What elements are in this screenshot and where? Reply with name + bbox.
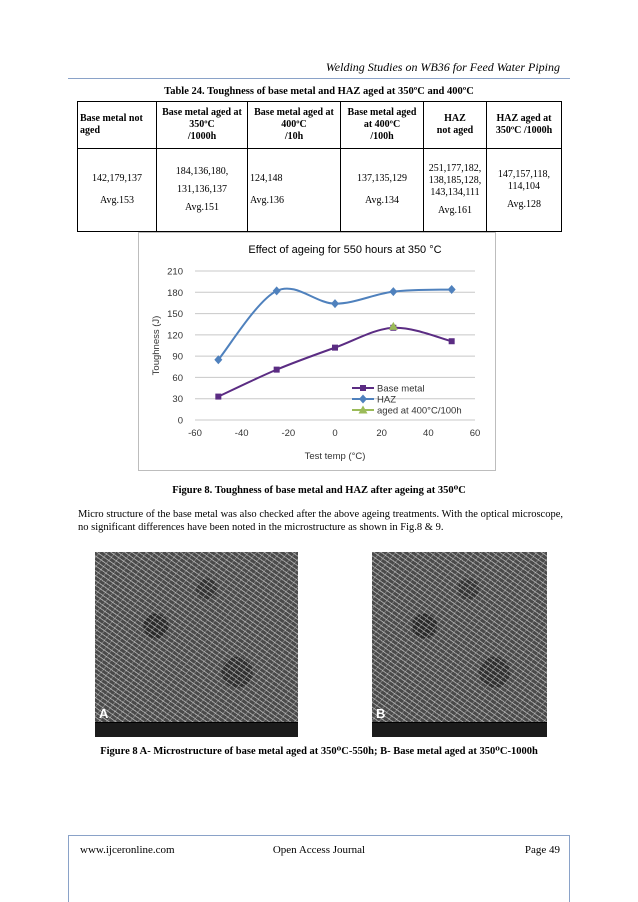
x-tick-label: 60 bbox=[469, 428, 481, 439]
y-tick-label: 180 bbox=[167, 287, 183, 299]
toughness-table bbox=[77, 101, 562, 232]
footer-journal: Open Access Journal bbox=[272, 844, 366, 856]
y-tick-label: 150 bbox=[167, 309, 183, 321]
table-header-row bbox=[78, 102, 562, 149]
legend-label-2: aged at 400°C/100h bbox=[377, 405, 462, 417]
cell-base-aged-400-100h: 137,135,129 Avg.134 bbox=[341, 149, 424, 232]
body-paragraph: Micro structure of the base metal was also checked after the above ageing treatments. With the optical microscope, no significant differences have been noted in the microstructure as shown in Fig.8 & 9. bbox=[78, 509, 563, 533]
series-point-0 bbox=[449, 338, 455, 344]
footer-rule bbox=[68, 835, 570, 836]
cell-base-metal-not-aged: 142,179,137 Avg.153 bbox=[78, 149, 157, 232]
micrograph-b-info-bar bbox=[372, 722, 547, 737]
figure-8ab-caption: Figure 8 A- Microstructure of base metal aged at 350⁰C-550h; B- Base metal aged at 350⁰C-1000h bbox=[100, 746, 538, 757]
series-point-0 bbox=[215, 394, 221, 400]
col-header-haz-aged-350: HAZ aged at 350ºC /1000h bbox=[487, 102, 562, 149]
footer-website-link[interactable]: www.ijceronline.com bbox=[80, 844, 175, 856]
legend-marker-1 bbox=[359, 395, 367, 404]
col-header-base-aged-400-10h: Base metal aged at 400ºC /10h bbox=[248, 102, 341, 149]
series-point-1 bbox=[273, 286, 281, 295]
header-rule bbox=[68, 78, 570, 79]
figure-8-caption: Figure 8. Toughness of base metal and HAZ after ageing at 350⁰C bbox=[172, 485, 466, 496]
micrograph-a bbox=[95, 552, 298, 737]
x-tick-label: 20 bbox=[376, 428, 387, 439]
cell-base-aged-400-10h: 124,148 Avg.136 bbox=[248, 149, 341, 232]
series-point-1 bbox=[389, 287, 397, 296]
col-header-base-metal-not-aged: Base metal not aged bbox=[78, 102, 157, 149]
y-tick-label: 120 bbox=[167, 330, 183, 342]
legend-label-0: Base metal bbox=[377, 383, 425, 395]
y-axis-label: Toughness (J) bbox=[151, 315, 162, 376]
chart-svg bbox=[139, 233, 495, 470]
chart-title: Effect of ageing for 550 hours at 350 °C bbox=[248, 244, 442, 256]
x-tick-label: 40 bbox=[423, 428, 434, 439]
table-row bbox=[78, 149, 562, 232]
cell-haz-aged-350: 147,157,118, 114,104 Avg.128 bbox=[487, 149, 562, 232]
y-tick-label: 90 bbox=[172, 351, 183, 363]
y-tick-label: 60 bbox=[172, 372, 183, 384]
x-axis-label: Test temp (°C) bbox=[304, 451, 366, 462]
running-title: Welding Studies on WB36 for Feed Water Piping bbox=[325, 60, 560, 74]
micrograph-b-label: B bbox=[376, 706, 386, 721]
series-point-2 bbox=[389, 322, 398, 330]
cell-base-aged-350: 184,136,180, 131,136,137 Avg.151 bbox=[157, 149, 248, 232]
col-header-haz-not-aged: HAZ not aged bbox=[424, 102, 487, 149]
col-header-base-aged-400-100h: Base metal aged at 400ºC /100h bbox=[341, 102, 424, 149]
legend-marker-0 bbox=[360, 385, 366, 391]
micrograph-a-info-bar bbox=[95, 722, 298, 737]
y-tick-label: 210 bbox=[167, 266, 183, 278]
x-tick-label: -60 bbox=[188, 428, 202, 439]
micrograph-a-label: A bbox=[99, 706, 109, 721]
x-tick-label: 0 bbox=[332, 428, 338, 439]
y-tick-label: 30 bbox=[172, 394, 183, 406]
series-point-1 bbox=[331, 299, 339, 308]
legend-label-1: HAZ bbox=[377, 394, 396, 406]
table-caption: Table 24. Toughness of base metal and HAZ aged at 350ºC and 400ºC bbox=[164, 86, 474, 97]
cell-haz-not-aged: 251,177,182, 138,185,128, 143,134,111 Avg.161 bbox=[424, 149, 487, 232]
micrograph-b bbox=[372, 552, 547, 737]
series-point-0 bbox=[332, 345, 338, 351]
col-header-base-aged-350: Base metal aged at 350ºC /1000h bbox=[157, 102, 248, 149]
footer-page-number: Page 49 bbox=[524, 844, 560, 856]
y-tick-label: 0 bbox=[177, 415, 183, 427]
x-tick-label: -20 bbox=[281, 428, 296, 439]
series-point-0 bbox=[274, 367, 280, 373]
toughness-chart bbox=[138, 232, 496, 471]
x-tick-label: -40 bbox=[234, 428, 249, 439]
